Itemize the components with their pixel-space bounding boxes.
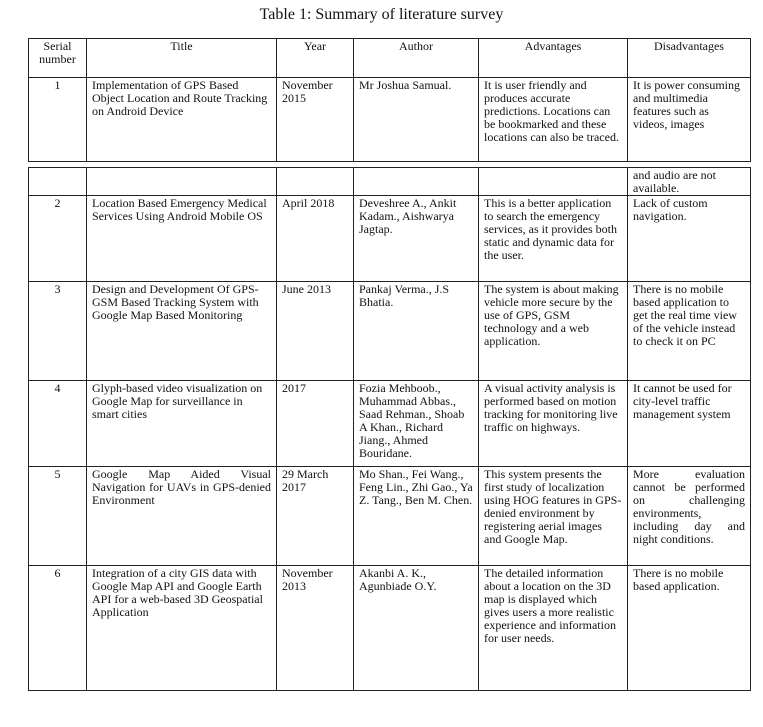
- cell-serial: 1: [29, 78, 87, 162]
- cell-disadvantages: and audio are not available.: [628, 168, 751, 196]
- cell-disadvantages: There is no mobile based application to get the real time view of the vehicle instead to check it on PC: [628, 282, 751, 381]
- cell-author: Akanbi A. K., Agunbiade O.Y.: [354, 566, 479, 691]
- cell-advantages: [479, 168, 628, 196]
- cell-author: [354, 168, 479, 196]
- cell-title: Location Based Emergency Medical Services Using Android Mobile OS: [87, 196, 277, 282]
- literature-table-part-2: [28, 167, 751, 691]
- cell-author: Deveshree A., Ankit Kadam., Aishwarya Jagtap.: [354, 196, 479, 282]
- cell-advantages: This is a better application to search the emergency services, as it provides both static and dynamic data for the user.: [479, 196, 628, 282]
- header-advantages: Advantages: [479, 39, 628, 78]
- cell-year: [277, 168, 354, 196]
- cell-year: April 2018: [277, 196, 354, 282]
- table-row: [29, 282, 751, 381]
- cell-author: Pankaj Verma., J.S Bhatia.: [354, 282, 479, 381]
- cell-advantages: It is user friendly and produces accurate predictions. Locations can be bookmarked and these locations can also be traced.: [479, 78, 628, 162]
- cell-advantages: The detailed information about a location on the 3D map is displayed which gives users a more realistic experience and information for user needs.: [479, 566, 628, 691]
- cell-year: November 2015: [277, 78, 354, 162]
- cell-serial: 4: [29, 381, 87, 467]
- table-row: [29, 467, 751, 566]
- cell-serial: [29, 168, 87, 196]
- cell-advantages: This system presents the first study of localization using HOG features in GPS-denied environment by registering aerial images and Google Map.: [479, 467, 628, 566]
- cell-serial: 2: [29, 196, 87, 282]
- cell-serial: 6: [29, 566, 87, 691]
- cell-disadvantages: It is power consuming and multimedia features such as videos, images: [628, 78, 751, 162]
- table-row: [29, 566, 751, 691]
- header-serial: Serial number: [29, 39, 87, 78]
- cell-title: Google Map Aided Visual Navigation for UAVs in GPS-denied Environment: [87, 467, 277, 566]
- table-caption: Table 1: Summary of literature survey: [259, 6, 504, 23]
- cell-title: Integration of a city GIS data with Google Map API and Google Earth API for a web-based 3D Geospatial Application: [87, 566, 277, 691]
- cell-disadvantages: Lack of custom navigation.: [628, 196, 751, 282]
- cell-author: Fozia Mehboob., Muhammad Abbas., Saad Rehman., Shoab A Khan., Richard Jiang., Ahmed Bouridane.: [354, 381, 479, 467]
- cell-title: Design and Development Of GPS-GSM Based Tracking System with Google Map Based Monitoring: [87, 282, 277, 381]
- cell-author: Mr Joshua Samual.: [354, 78, 479, 162]
- table-row: [29, 78, 751, 162]
- header-author: Author: [354, 39, 479, 78]
- cell-author: Mo Shan., Fei Wang., Feng Lin., Zhi Gao., Ya Z. Tang., Ben M. Chen.: [354, 467, 479, 566]
- table-row: [29, 168, 751, 196]
- header-title: Title: [87, 39, 277, 78]
- cell-disadvantages: There is no mobile based application.: [628, 566, 751, 691]
- table-row: [29, 381, 751, 467]
- cell-advantages: A visual activity analysis is performed based on motion tracking for monitoring live traffic on highways.: [479, 381, 628, 467]
- cell-title: [87, 168, 277, 196]
- cell-title: Implementation of GPS Based Object Location and Route Tracking on Android Device: [87, 78, 277, 162]
- literature-table-part-1: [28, 38, 751, 162]
- cell-year: November 2013: [277, 566, 354, 691]
- cell-serial: 5: [29, 467, 87, 566]
- cell-disadvantages: More evaluation cannot be performed on challenging environments, including day and night conditions.: [628, 467, 751, 566]
- cell-title: Glyph-based video visualization on Google Map for surveillance in smart cities: [87, 381, 277, 467]
- cell-serial: 3: [29, 282, 87, 381]
- table-header-row: [29, 39, 751, 78]
- cell-year: June 2013: [277, 282, 354, 381]
- header-year: Year: [277, 39, 354, 78]
- table-row: [29, 196, 751, 282]
- cell-disadvantages: It cannot be used for city-level traffic management system: [628, 381, 751, 467]
- cell-year: 2017: [277, 381, 354, 467]
- header-disadvantages: Disadvantages: [628, 39, 751, 78]
- cell-year: 29 March 2017: [277, 467, 354, 566]
- cell-advantages: The system is about making vehicle more secure by the use of GPS, GSM technology and a web application.: [479, 282, 628, 381]
